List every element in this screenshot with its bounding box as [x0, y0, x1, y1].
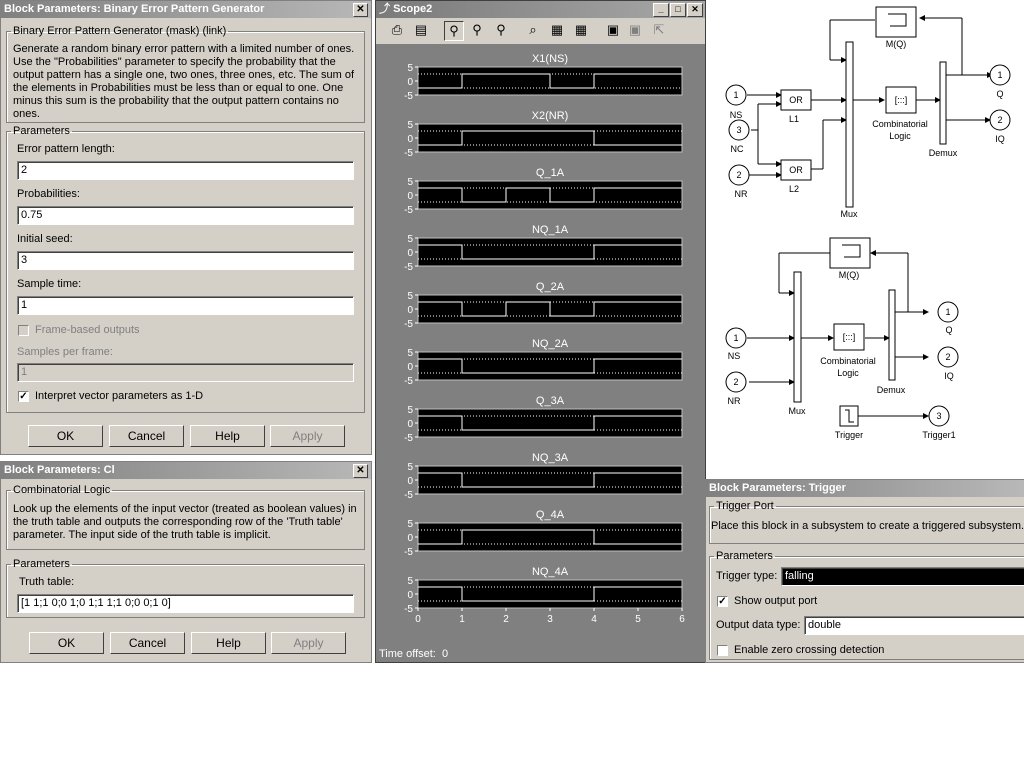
- close-icon[interactable]: ✕: [353, 464, 368, 478]
- y-tick-label: -5: [404, 262, 413, 273]
- trigger-dialog: [705, 479, 1024, 663]
- plot-axes[interactable]: [418, 409, 682, 437]
- bottom-q-num: 1: [945, 307, 951, 317]
- bepg-dialog: [0, 0, 372, 455]
- plot-title: Q_4A: [535, 509, 565, 521]
- or-gate-l2[interactable]: [781, 160, 811, 194]
- l1-or-text: OR: [789, 95, 803, 105]
- top-demux-block[interactable]: [929, 62, 958, 158]
- plot-axes[interactable]: [418, 124, 682, 152]
- bepg-params-label: Parameters: [13, 125, 70, 137]
- parameters-icon[interactable]: ▤: [414, 22, 428, 37]
- scope-toolbar: [376, 18, 705, 45]
- top-nc-label: NC: [730, 144, 744, 154]
- y-tick-label: 0: [407, 305, 413, 316]
- y-tick-label: -5: [404, 148, 413, 159]
- close-icon[interactable]: ✕: [353, 3, 368, 17]
- error-length-label: Error pattern length:: [17, 143, 115, 155]
- bottom-ns-num: 1: [733, 333, 739, 343]
- plot-axes[interactable]: [418, 352, 682, 380]
- plot-title: Q_3A: [535, 395, 565, 407]
- plot-axes[interactable]: [418, 238, 682, 266]
- top-q-label: Q: [996, 89, 1004, 99]
- plot-title: X2(NR): [531, 110, 569, 122]
- y-tick-label: 0: [407, 590, 413, 601]
- y-tick-label: 5: [407, 519, 413, 530]
- y-tick-label: 5: [407, 405, 413, 416]
- bottom-cl-line2: Logic: [837, 368, 859, 378]
- zero-crossing-label: Enable zero crossing detection: [734, 644, 885, 656]
- trigger-description: Place this block in a subsystem to create a triggered subsystem.: [711, 520, 1024, 532]
- trigger-type-label: Trigger type:: [716, 570, 778, 582]
- ok-button[interactable]: OK: [28, 425, 103, 447]
- scope-title: Scope2: [393, 3, 433, 15]
- bottom-combinatorial-logic-block[interactable]: [820, 324, 876, 378]
- x-tick-label: 3: [547, 614, 553, 625]
- initial-seed-label: Initial seed:: [17, 233, 73, 245]
- frame-based-label: Frame-based outputs: [35, 324, 140, 336]
- output-data-type-select[interactable]: double: [804, 616, 1024, 635]
- trigger-title: Block Parameters: Trigger: [709, 482, 846, 494]
- signal-selection-icon[interactable]: ⇱: [653, 22, 665, 37]
- cl-group-label: Combinatorial Logic: [13, 484, 111, 496]
- trigger-group-label: Trigger Port: [716, 500, 774, 512]
- bottom-cl-icon: [:::]: [842, 332, 856, 342]
- minimize-icon[interactable]: _: [653, 3, 669, 17]
- plot-axes[interactable]: [418, 580, 682, 608]
- time-offset-value: 0: [442, 648, 449, 660]
- bottom-ns-label: NS: [727, 351, 741, 361]
- top-demux-label: Demux: [928, 148, 958, 158]
- top-cl-line2: Logic: [889, 131, 911, 141]
- time-offset-label: Time offset:: [379, 648, 436, 660]
- save-axes-icon[interactable]: ▦: [550, 22, 564, 37]
- trigger1-label: Trigger1: [922, 430, 956, 440]
- top-nr-label: NR: [734, 189, 748, 199]
- y-tick-label: 5: [407, 120, 413, 131]
- truth-table-label: Truth table:: [19, 576, 75, 588]
- y-tick-label: -5: [404, 547, 413, 558]
- bottom-iq-num: 2: [945, 352, 951, 362]
- top-cl-line1: Combinatorial: [872, 119, 928, 129]
- top-q-num: 1: [997, 70, 1003, 80]
- output-data-type-label: Output data type:: [716, 619, 801, 631]
- probabilities-input[interactable]: 0.75: [17, 206, 354, 225]
- plot-title: NQ_3A: [531, 452, 569, 464]
- trigger-label: Trigger: [834, 430, 864, 440]
- samples-per-frame-input[interactable]: 1: [17, 363, 354, 382]
- x-tick-label: 2: [503, 614, 509, 625]
- top-ns-label: NS: [729, 110, 743, 120]
- bottom-memory-block[interactable]: [830, 238, 870, 280]
- scope-window: [375, 0, 706, 663]
- bottom-nr-label: NR: [727, 396, 741, 406]
- y-tick-label: 5: [407, 291, 413, 302]
- bepg-title: Block Parameters: Binary Error Pattern Generator: [4, 3, 265, 15]
- y-tick-label: 5: [407, 234, 413, 245]
- bottom-mux-block[interactable]: [788, 272, 806, 416]
- top-cl-icon: [:::]: [894, 95, 908, 105]
- y-tick-label: 0: [407, 77, 413, 88]
- y-tick-label: 0: [407, 533, 413, 544]
- y-tick-label: 5: [407, 177, 413, 188]
- plot-title: Q_2A: [535, 281, 565, 293]
- zoom-y-icon[interactable]: ⚲: [496, 22, 506, 37]
- l2-label: L2: [788, 184, 800, 194]
- bottom-inport-nr[interactable]: [726, 372, 746, 406]
- top-nc-num: 3: [736, 125, 742, 135]
- lock-axes-icon[interactable]: ▣: [628, 22, 642, 37]
- bottom-mq-label: M(Q): [838, 270, 860, 280]
- l1-label: L1: [788, 114, 800, 124]
- plot-title: NQ_1A: [531, 224, 569, 236]
- trigger1-num: 3: [936, 411, 942, 421]
- y-tick-label: 5: [407, 348, 413, 359]
- y-tick-label: -5: [404, 433, 413, 444]
- apply-button[interactable]: Apply: [271, 632, 346, 654]
- ok-button[interactable]: OK: [29, 632, 104, 654]
- top-nr-num: 2: [736, 170, 742, 180]
- top-inport-ns[interactable]: [726, 85, 746, 120]
- trigger-titlebar[interactable]: [706, 480, 1024, 497]
- x-tick-label: 4: [591, 614, 597, 625]
- cl-titlebar[interactable]: [1, 462, 371, 479]
- top-mux-block[interactable]: [840, 42, 858, 219]
- cl-title: Block Parameters: Cl: [4, 464, 115, 476]
- help-button[interactable]: Help: [190, 425, 265, 447]
- bottom-inport-ns[interactable]: [726, 328, 746, 361]
- cl-dialog: [0, 461, 372, 663]
- y-tick-label: -5: [404, 490, 413, 501]
- top-combinatorial-logic-block[interactable]: [872, 87, 928, 141]
- bepg-group-label: Binary Error Pattern Generator (mask) (link): [13, 25, 227, 37]
- top-iq-num: 2: [997, 115, 1003, 125]
- top-inport-nr[interactable]: [729, 165, 749, 199]
- restore-axes-icon[interactable]: ▦: [574, 22, 588, 37]
- trigger1-outport[interactable]: [922, 406, 955, 440]
- x-tick-label: 5: [635, 614, 641, 625]
- top-outport-q[interactable]: [990, 65, 1010, 99]
- zoom-icon[interactable]: ⚲: [444, 21, 464, 41]
- show-output-port-checkbox[interactable]: ✓: [718, 596, 727, 607]
- y-tick-label: 5: [407, 576, 413, 587]
- trigger-block[interactable]: [835, 406, 863, 440]
- bottom-demux-block[interactable]: [877, 290, 906, 395]
- plot-axes[interactable]: [418, 466, 682, 494]
- cl-description: Look up the elements of the input vector (treated as boolean values) in the truth table and outputs the corresponding row of the 'Truth table' parameter. The input side of the truth table is implicit.: [13, 503, 357, 541]
- simulink-diagram: [708, 0, 1024, 448]
- scope-plots: [376, 45, 705, 645]
- interpret-1d-checkbox[interactable]: ✓: [19, 391, 28, 402]
- zoom-x-icon[interactable]: ⚲: [472, 22, 482, 37]
- cl-params-label: Parameters: [13, 558, 70, 570]
- plot-title: NQ_2A: [531, 338, 569, 350]
- bottom-cl-line1: Combinatorial: [820, 356, 876, 366]
- samples-per-frame-label: Samples per frame:: [17, 346, 113, 358]
- autoscale-icon[interactable]: ⌕: [529, 22, 537, 37]
- plot-title: X1(NS): [531, 53, 569, 65]
- x-tick-label: 1: [459, 614, 465, 625]
- bepg-description: Generate a random binary error pattern with a limited number of ones. Use the "Probabilities" parameter to specify the probability that the output pattern has a single one, two ones, three ones, etc. The sum of the elements in Probabilities must be less than or equal to one. One minus this sum is the probability that the output pattern contains no ones.: [13, 43, 355, 120]
- l2-or-text: OR: [789, 165, 803, 175]
- show-output-port-label: Show output port: [734, 595, 818, 607]
- y-tick-label: -5: [404, 604, 413, 615]
- top-inport-nc[interactable]: [729, 120, 749, 154]
- y-tick-label: 5: [407, 63, 413, 74]
- y-tick-label: -5: [404, 376, 413, 387]
- y-tick-label: -5: [404, 91, 413, 102]
- y-tick-label: 0: [407, 476, 413, 487]
- y-tick-label: 0: [407, 362, 413, 373]
- bottom-nr-num: 2: [733, 377, 739, 387]
- interpret-1d-label: Interpret vector parameters as 1-D: [35, 390, 204, 402]
- y-tick-label: 0: [407, 248, 413, 259]
- trigger-params-label: Parameters: [716, 550, 773, 562]
- top-ns-num: 1: [733, 90, 739, 100]
- bottom-demux-label: Demux: [876, 385, 906, 395]
- y-tick-label: 0: [407, 191, 413, 202]
- close-icon[interactable]: ✕: [687, 3, 703, 17]
- bepg-titlebar[interactable]: [1, 1, 371, 18]
- x-tick-label: 0: [415, 614, 421, 625]
- plot-title: Q_1A: [535, 167, 565, 179]
- or-gate-l1[interactable]: [781, 90, 811, 124]
- plot-title: NQ_4A: [531, 566, 569, 578]
- apply-button[interactable]: Apply: [270, 425, 345, 447]
- bottom-iq-label: IQ: [944, 371, 954, 381]
- maximize-icon[interactable]: □: [670, 3, 686, 17]
- y-tick-label: 0: [407, 134, 413, 145]
- top-mux-label: Mux: [840, 209, 858, 219]
- probabilities-label: Probabilities:: [17, 188, 80, 200]
- top-outport-iq[interactable]: [990, 110, 1010, 144]
- bottom-outport-iq[interactable]: [938, 347, 958, 381]
- top-mq-label: M(Q): [885, 39, 907, 49]
- print-icon[interactable]: ⎙: [391, 22, 403, 37]
- cancel-button[interactable]: Cancel: [110, 632, 185, 654]
- top-iq-label: IQ: [995, 134, 1005, 144]
- y-tick-label: 0: [407, 419, 413, 430]
- trigger-type-select[interactable]: falling: [781, 567, 1024, 586]
- y-tick-label: -5: [404, 319, 413, 330]
- y-tick-label: -5: [404, 205, 413, 216]
- sample-time-label: Sample time:: [17, 278, 82, 290]
- help-button[interactable]: Help: [191, 632, 266, 654]
- frame-based-checkbox[interactable]: [18, 325, 29, 336]
- top-memory-block[interactable]: [876, 7, 916, 49]
- zero-crossing-checkbox[interactable]: [717, 645, 728, 656]
- scope-titlebar[interactable]: [376, 1, 705, 18]
- cancel-button[interactable]: Cancel: [109, 425, 184, 447]
- bottom-q-label: Q: [945, 325, 953, 335]
- plot-axes[interactable]: [418, 523, 682, 551]
- bottom-outport-q[interactable]: [938, 302, 958, 335]
- bottom-mux-label: Mux: [788, 406, 806, 416]
- x-tick-label: 6: [679, 614, 685, 625]
- floating-scope-icon[interactable]: ▣: [606, 22, 620, 37]
- sample-time-input[interactable]: 1: [17, 296, 354, 315]
- initial-seed-input[interactable]: 3: [17, 251, 354, 270]
- y-tick-label: 5: [407, 462, 413, 473]
- scope-icon: ⤴: [379, 3, 390, 15]
- error-length-input[interactable]: 2: [17, 161, 354, 180]
- truth-table-input[interactable]: [1 1;1 0;0 1;0 1;1 1;1 0;0 0;1 0]: [17, 594, 354, 613]
